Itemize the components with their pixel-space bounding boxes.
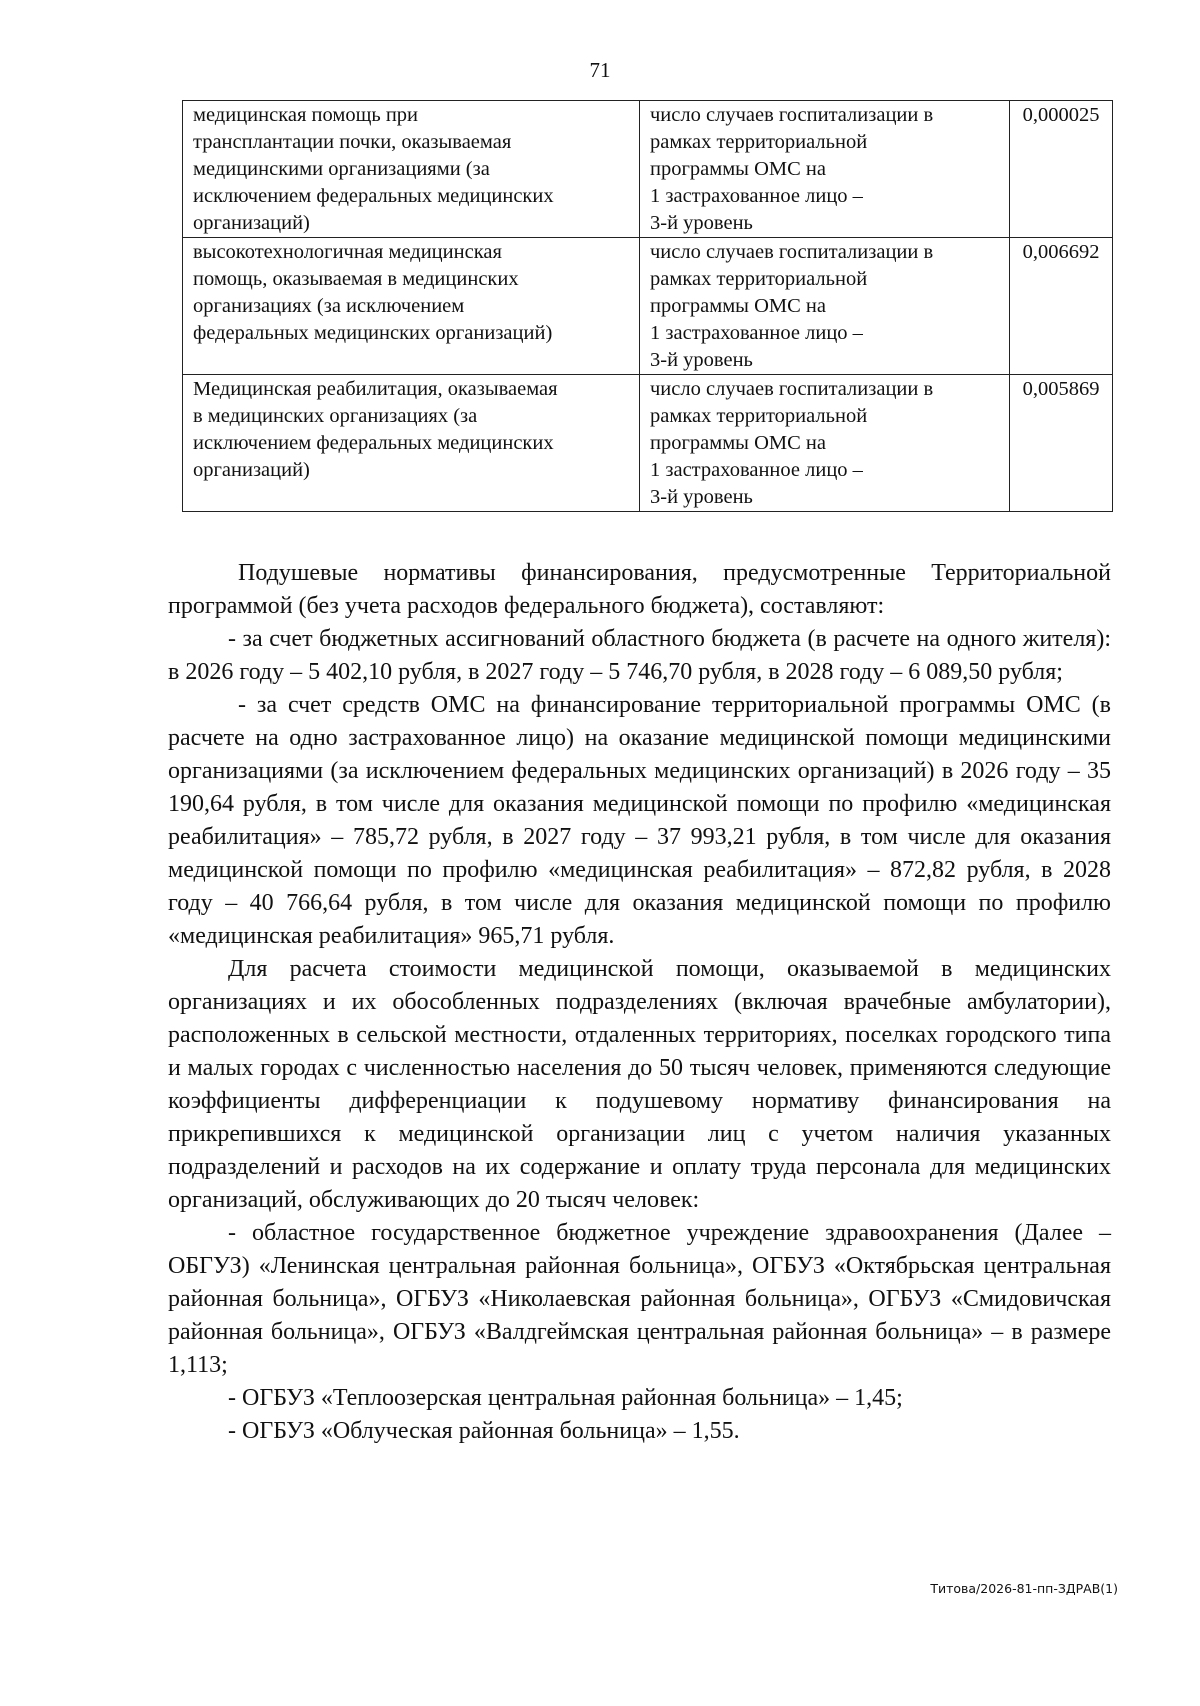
cell-unit bbox=[640, 238, 1010, 375]
description-line: медицинскими организациями (за bbox=[193, 158, 490, 180]
unit-line: число случаев госпитализации в bbox=[650, 104, 934, 126]
bullet-regional-budget: - за счет бюджетных ассигнований областного бюджета (в расчете на одного жителя): в 2026 году – 5 402,10 рубля, в 2027 году – 5 746,70 рубля, в 2028 году – 6 089,50 рубля; bbox=[168, 626, 1111, 685]
unit-line: рамках территориальной bbox=[650, 405, 868, 427]
description-line: организаций) bbox=[193, 459, 310, 481]
unit-line: 1 застрахованное лицо – bbox=[650, 185, 863, 207]
cell-unit bbox=[640, 101, 1010, 238]
description-line: Медицинская реабилитация, оказываемая bbox=[193, 378, 558, 400]
document-code: Титова/2026-81-пп-ЗДРАВ(1) bbox=[930, 1581, 1118, 1596]
unit-line: рамках территориальной bbox=[650, 268, 868, 290]
description-line: организациях (за исключением bbox=[193, 295, 465, 317]
unit-line: число случаев госпитализации в bbox=[650, 378, 934, 400]
description-line: исключением федеральных медицинских bbox=[193, 432, 554, 454]
unit-line: программы ОМС на bbox=[650, 295, 826, 317]
unit-line: программы ОМС на bbox=[650, 158, 826, 180]
description-line: организаций) bbox=[193, 212, 310, 234]
description-line: помощь, оказываемая в медицинских bbox=[193, 268, 519, 290]
table-row bbox=[183, 375, 1113, 512]
cell-value: 0,000025 bbox=[1010, 101, 1113, 238]
description-line: исключением федеральных медицинских bbox=[193, 185, 554, 207]
body-text bbox=[168, 557, 1111, 1448]
description-line: медицинская помощь при bbox=[193, 104, 419, 126]
norms-table bbox=[182, 100, 1113, 512]
unit-line: 3-й уровень bbox=[650, 486, 753, 508]
unit-line: рамках территориальной bbox=[650, 131, 868, 153]
table-row bbox=[183, 238, 1113, 375]
bullet-hospital-teploozerskaya: - ОГБУЗ «Теплоозерская центральная районная больница» – 1,45; bbox=[228, 1385, 903, 1411]
unit-line: программы ОМС на bbox=[650, 432, 826, 454]
description-line: высокотехнологичная медицинская bbox=[193, 241, 502, 263]
table-row bbox=[183, 101, 1113, 238]
cell-value: 0,006692 bbox=[1010, 238, 1113, 375]
cell-description bbox=[183, 238, 640, 375]
cell-unit bbox=[640, 375, 1010, 512]
cell-description bbox=[183, 375, 640, 512]
paragraph-intro: Подушевые нормативы финансирования, предусмотренные Территориальной программой (без учета расходов федерального бюджета), составляют: bbox=[168, 560, 1111, 619]
cell-description bbox=[183, 101, 640, 238]
unit-line: 1 застрахованное лицо – bbox=[650, 322, 863, 344]
unit-line: 1 застрахованное лицо – bbox=[650, 459, 863, 481]
unit-line: 3-й уровень bbox=[650, 349, 753, 371]
bullet-hospitals-group: - областное государственное бюджетное учреждение здравоохранения (Далее – ОБГУЗ) «Ленинская центральная районная больница», ОГБУЗ «Октябрьская центральная районная больница», ОГБУЗ «Николаевская районная больница», ОГБУЗ «Смидовичская районная больница», ОГБУЗ «Валдгеймская центральная районная больница» – в размере 1,113; bbox=[168, 1220, 1111, 1378]
unit-line: 3-й уровень bbox=[650, 212, 753, 234]
cell-value: 0,005869 bbox=[1010, 375, 1113, 512]
unit-line: число случаев госпитализации в bbox=[650, 241, 934, 263]
description-line: трансплантации почки, оказываемая bbox=[193, 131, 512, 153]
bullet-hospital-obluchenskaya: - ОГБУЗ «Облуческая районная больница» – 1,55. bbox=[228, 1418, 740, 1444]
paragraph-coefficients: Для расчета стоимости медицинской помощи, оказываемой в медицинских организациях и их обособленных подразделениях (включая врачебные амбулатории), расположенных в сельской местности, отдаленных территориях, поселках городского типа и малых городах с численностью населения до 50 тысяч человек, применяются следующие коэффициенты дифференциации к подушевому нормативу финансирования на прикрепившихся к медицинской организации лиц с учетом наличия указанных подразделений и расходов на их содержание и оплату труда персонала для медицинских организаций, обслуживающих до 20 тысяч человек: bbox=[168, 956, 1111, 1213]
page-number: 71 bbox=[589, 58, 611, 82]
description-line: федеральных медицинских организаций) bbox=[193, 322, 553, 344]
bullet-oms-funds: - за счет средств ОМС на финансирование территориальной программы ОМС (в расчете на одно застрахованное лицо) на оказание медицинской помощи медицинскими организациями (за исключением федеральных медицинских организаций) в 2026 году – 35 190,64 рубля, в том числе для оказания медицинской помощи по профилю «медицинская реабилитация» – 785,72 рубля, в 2027 году – 37 993,21 рубля, в том числе для оказания медицинской помощи по профилю «медицинская реабилитация» – 872,82 рубля, в 2028 году – 40 766,64 рубля, в том числе для оказания медицинской помощи по профилю «медицинская реабилитация» 965,71 рубля. bbox=[168, 692, 1111, 949]
description-line: в медицинских организациях (за bbox=[193, 405, 478, 427]
